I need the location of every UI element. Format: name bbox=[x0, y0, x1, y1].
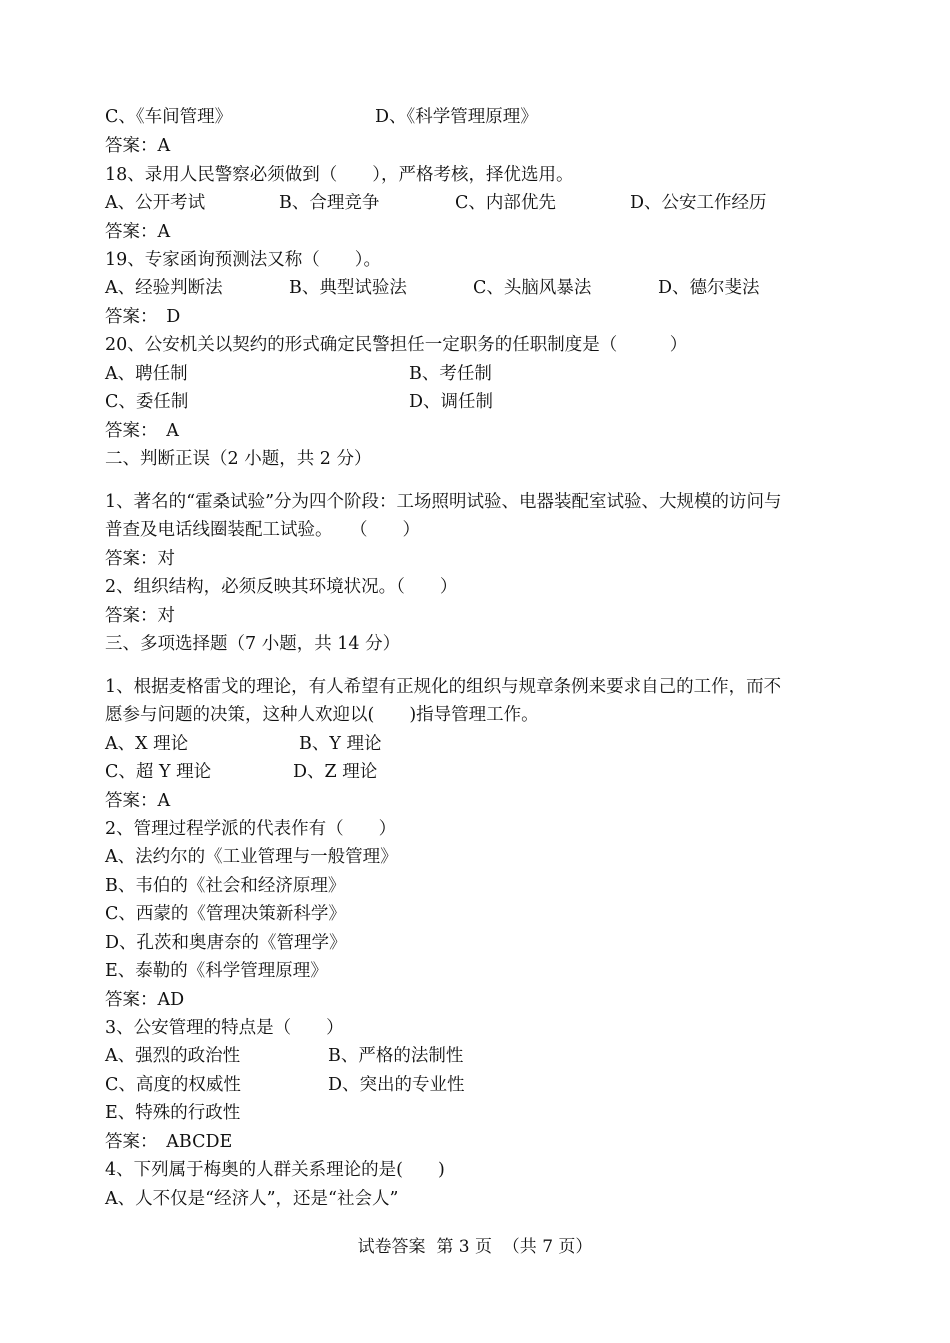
section-heading-3: 三、多项选择题（7 小题，共 14 分） bbox=[105, 634, 401, 654]
option-b: B、Y 理论 bbox=[299, 734, 382, 754]
option-d: D、突出的专业性 bbox=[328, 1075, 465, 1095]
option-d: D、公安工作经历 bbox=[630, 193, 767, 213]
option-b: B、合理竞争 bbox=[279, 193, 380, 213]
option-a: A、强烈的政治性 bbox=[105, 1046, 241, 1066]
option-c: C、委任制 bbox=[105, 392, 189, 412]
answer-q19: 答案： D bbox=[105, 307, 181, 327]
option-b: B、典型试验法 bbox=[289, 278, 407, 298]
question-19: 19、专家函询预测法又称（ ）。 bbox=[105, 250, 382, 270]
option-d: D、调任制 bbox=[409, 392, 494, 412]
tf-answer-2: 答案：对 bbox=[105, 606, 175, 626]
tf-answer-1: 答案：对 bbox=[105, 549, 175, 569]
mc-q2-option-d: D、孔茨和奥唐奈的《管理学》 bbox=[105, 933, 347, 953]
section-heading-2: 二、判断正误（2 小题，共 2 分） bbox=[105, 449, 372, 469]
page-footer: 试卷答案 第 3 页 （共 7 页） bbox=[357, 1237, 593, 1257]
option-a: A、X 理论 bbox=[105, 734, 189, 754]
option-d: D、Z 理论 bbox=[293, 762, 378, 782]
mc-question-1-line1: 1、根据麦格雷戈的理论，有人希望有正规化的组织与规章条例来要求自己的工作，而不 bbox=[105, 677, 782, 697]
tf-question-1-line1: 1、著名的“霍桑试验”分为四个阶段：工场照明试验、电器装配室试验、大规模的访问与 bbox=[105, 492, 782, 512]
mc-q3-option-e: E、特殊的行政性 bbox=[105, 1103, 241, 1123]
option-a: A、聘任制 bbox=[105, 364, 188, 384]
option-d: D、德尔斐法 bbox=[658, 278, 760, 298]
tf-question-2: 2、组织结构，必须反映其环境状况。（ ） bbox=[105, 577, 458, 597]
option-c: C、超 Y 理论 bbox=[105, 762, 212, 782]
mc-q2-option-b: B、韦伯的《社会和经济原理》 bbox=[105, 876, 346, 896]
tf-question-1-line2: 普查及电话线圈装配工试验。 （ ） bbox=[105, 520, 420, 540]
mc-q4-option-a: A、人不仅是“经济人”，还是“社会人” bbox=[105, 1189, 399, 1209]
mc-answer-2: 答案：AD bbox=[105, 990, 185, 1010]
option-c: C、高度的权威性 bbox=[105, 1075, 241, 1095]
option-c: C、《车间管理》 bbox=[105, 107, 233, 127]
mc-question-2: 2、管理过程学派的代表作有（ ） bbox=[105, 819, 397, 839]
question-20: 20、公安机关以契约的形式确定民警担任一定职务的任职制度是（ ） bbox=[105, 335, 688, 355]
mc-answer-1: 答案：A bbox=[105, 791, 171, 811]
mc-q2-option-c: C、西蒙的《管理决策新科学》 bbox=[105, 904, 346, 924]
answer-q18: 答案：A bbox=[105, 222, 171, 242]
answer-q17: 答案：A bbox=[105, 136, 171, 156]
option-a: A、经验判断法 bbox=[105, 278, 223, 298]
mc-q2-option-a: A、法约尔的《工业管理与一般管理》 bbox=[105, 847, 398, 867]
mc-q2-option-e: E、泰勒的《科学管理原理》 bbox=[105, 961, 328, 981]
mc-question-3: 3、公安管理的特点是（ ） bbox=[105, 1018, 344, 1038]
answer-q20: 答案： A bbox=[105, 421, 179, 441]
option-b: B、严格的法制性 bbox=[328, 1046, 464, 1066]
mc-question-1-line2: 愿参与问题的决策，这种人欢迎以( )指导管理工作。 bbox=[105, 705, 539, 725]
option-c: C、头脑风暴法 bbox=[473, 278, 592, 298]
mc-answer-3: 答案： ABCDE bbox=[105, 1132, 233, 1152]
question-18: 18、录用人民警察必须做到（ ），严格考核，择优选用。 bbox=[105, 165, 574, 185]
option-a: A、公开考试 bbox=[105, 193, 206, 213]
mc-question-4: 4、下列属于梅奥的人群关系理论的是( ) bbox=[105, 1160, 445, 1180]
option-c: C、内部优先 bbox=[455, 193, 556, 213]
option-b: B、考任制 bbox=[409, 364, 492, 384]
option-d: D、《科学管理原理》 bbox=[375, 107, 538, 127]
